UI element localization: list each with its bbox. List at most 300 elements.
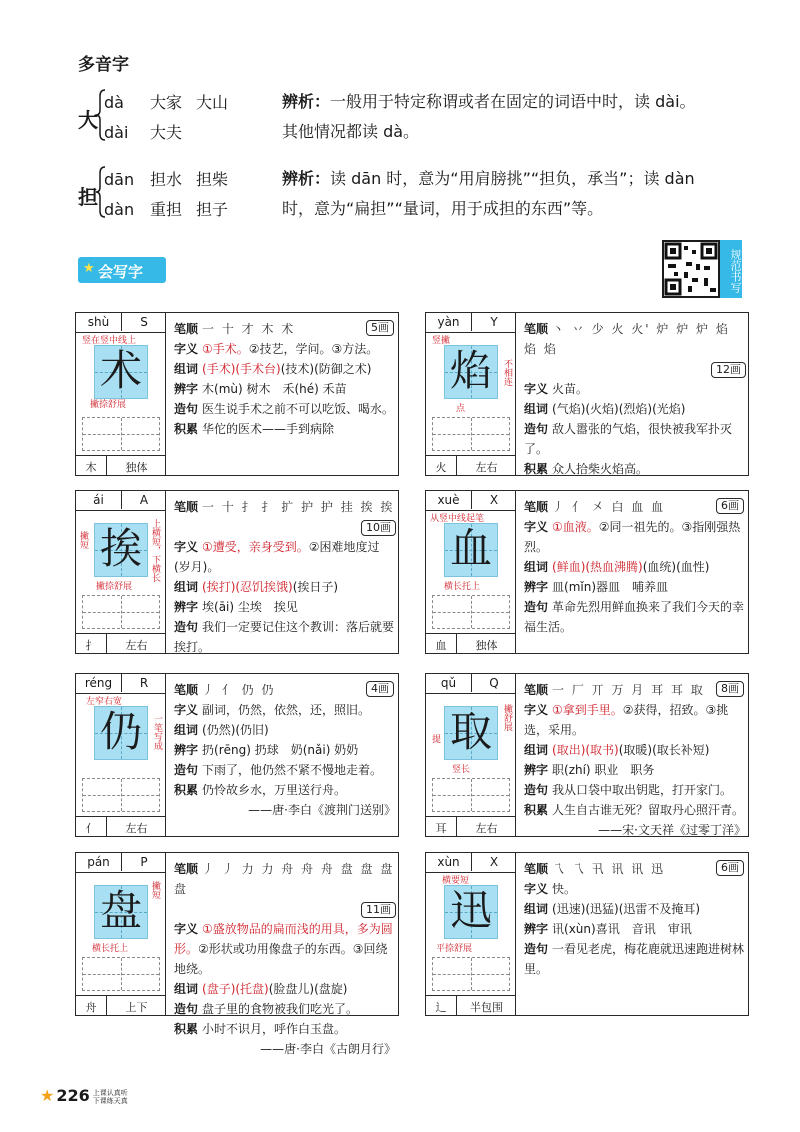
reading-row	[104, 197, 228, 220]
card-body	[524, 319, 746, 479]
accumulate-text: 仍怜故乡水，万里送行舟。	[202, 783, 347, 797]
card-radical: 亻	[85, 822, 97, 835]
label-meaning: 字义	[174, 703, 199, 717]
label-order: 笔顺	[174, 683, 199, 697]
page-number	[40, 1086, 128, 1105]
label-sentence: 造句	[174, 620, 199, 634]
card-foot	[76, 816, 166, 836]
card-letter: S	[121, 313, 166, 331]
stroke-order: 一 十 扌 扌 扩 护 护 挂 挨 挨	[202, 500, 395, 514]
pinyin-row	[426, 853, 516, 873]
sentence-text: 盘子里的食物被我们吃光了。	[202, 1002, 359, 1016]
distinguish-row	[174, 740, 396, 760]
label-words: 组词	[524, 902, 549, 916]
writing-tip: 提	[430, 734, 440, 743]
stroke-order-row	[174, 680, 396, 700]
label-words: 组词	[174, 982, 199, 996]
pinyin-row	[76, 853, 166, 873]
stroke-order-row	[524, 319, 746, 359]
source-row	[524, 820, 746, 840]
distinguish-row	[174, 379, 396, 399]
word-group: (盘子)(托盘)	[202, 982, 269, 996]
stroke-count-row	[174, 899, 396, 919]
label-meaning: 字义	[524, 520, 549, 534]
label-order: 笔顺	[524, 322, 549, 336]
distinguish-row	[524, 760, 746, 780]
label-words: 组词	[174, 723, 199, 737]
meaning-item: 火苗。	[552, 382, 589, 396]
pinyin-row	[76, 674, 166, 694]
practice-grid	[82, 778, 160, 812]
reading-row	[104, 90, 228, 113]
analysis-line: 时，意为“扁担”“量词，用于成担的东西”等。	[282, 199, 604, 218]
sentence-row	[524, 780, 746, 800]
card-foot	[426, 633, 516, 653]
label-order: 笔顺	[524, 500, 549, 514]
stroke-count: 6画	[716, 498, 744, 514]
stroke-count-row	[174, 517, 396, 537]
sentence-row	[174, 617, 396, 657]
accumulate-text: 小时不识月，呼作白玉盘。	[202, 1022, 347, 1036]
label-sentence: 造句	[174, 763, 199, 777]
character-card	[75, 852, 399, 1056]
card-side	[76, 853, 166, 1015]
reading-row	[104, 120, 182, 143]
analysis	[282, 164, 748, 224]
label-words: 组词	[524, 560, 549, 574]
card-foot	[426, 455, 516, 475]
stroke-order: 乁 乁 卂 讯 讯 迅	[552, 862, 666, 876]
card-char: 取	[449, 707, 492, 756]
word: 重担	[150, 200, 183, 219]
analysis-label: 辨析：	[282, 92, 331, 111]
practice-grid	[432, 957, 510, 991]
accumulate-text: 人生自古谁无死？留取丹心照汗青。	[552, 803, 745, 817]
source-text: ——唐·李白《古朗月行》	[260, 1042, 396, 1056]
card-char: 焰	[449, 346, 492, 395]
label-order: 笔顺	[524, 862, 549, 876]
meaning-item: ②形状或功用像盘子的东西。③回绕地绕。	[174, 942, 388, 976]
source-text: ——宋·文天祥《过零丁洋》	[598, 823, 746, 837]
stroke-order-row	[524, 680, 746, 700]
character-card	[425, 490, 749, 654]
word: 担子	[196, 200, 229, 219]
card-letter: R	[121, 674, 166, 692]
meaning-item: ①遭受，亲身受到。	[202, 540, 309, 554]
word-group: (技术)(防御之术)	[280, 362, 372, 376]
meaning-item: ①盛放物品的扁而浅的用具，多为圆形。	[174, 922, 393, 956]
pinyin: dài	[104, 123, 129, 142]
label-meaning: 字义	[524, 703, 549, 717]
sentence-text: 敌人嚣张的气焰，很快被我军扑灭了。	[524, 422, 733, 456]
writing-tip: 竖在竖中线上	[82, 336, 137, 346]
practice-grid	[82, 417, 160, 451]
label-words: 组词	[174, 362, 199, 376]
pinyin-row	[76, 491, 166, 511]
meaning-item: 快。	[552, 882, 577, 896]
distinguish-text: 讯(xùn)喜讯 音讯 审讯	[552, 922, 692, 936]
card-char: 盘	[99, 886, 142, 935]
distinguish-text: 职(zhí) 职业 职务	[552, 763, 655, 777]
card-char: 挨	[99, 524, 142, 573]
label-sentence: 造句	[174, 402, 199, 416]
card-body	[174, 680, 396, 820]
meaning-row	[174, 339, 396, 359]
meaning-item: ①拿到手里。	[552, 703, 623, 717]
card-structure: 上下	[106, 996, 166, 1015]
writing-tip: 竖长	[452, 765, 471, 775]
sentence-text: 一看见老虎，梅花鹿就迅速跑进树林里。	[524, 942, 745, 976]
pinyin: dàn	[104, 200, 135, 219]
meaning-item: ②获得，招致。③挑选，采用。	[524, 703, 729, 737]
meaning-item: 副词，仍然，依然，还，照旧。	[202, 703, 371, 717]
sentence-row	[524, 597, 746, 637]
card-foot	[76, 633, 166, 653]
qr-code-icon	[664, 242, 718, 296]
word-group: (取暖)(取长补短)	[618, 743, 710, 757]
stroke-count: 5画	[366, 320, 394, 336]
writing-tip: 撇捺舒展	[96, 582, 133, 592]
card-pinyin: ái	[93, 493, 104, 507]
card-char: 仍	[99, 707, 142, 756]
label-meaning: 字义	[524, 382, 549, 396]
stroke-order: 丿 丿 力 力 舟 舟 舟 盘 盘 盘 盘	[174, 862, 395, 896]
card-letter: Q	[471, 674, 516, 692]
card-side	[426, 674, 516, 836]
character-card	[425, 312, 749, 476]
word-group: (脸盘儿)(盘旋)	[268, 982, 348, 996]
accumulate-row	[524, 800, 746, 820]
card-radical: 扌	[85, 639, 97, 652]
banner-label: 会写字	[98, 263, 144, 281]
analysis	[282, 87, 748, 147]
accumulate-row	[524, 459, 746, 479]
analysis-line: 一般用于特定称谓或者在固定的词语中时，读 dài。	[330, 92, 696, 111]
meaning-row	[174, 700, 396, 720]
word-group: (鲜血)(热血沸腾)	[552, 560, 643, 574]
card-radical: 舟	[85, 1001, 97, 1014]
source-row	[174, 1039, 396, 1059]
card-char: 迅	[449, 886, 492, 935]
sentence-text: 下雨了，他仍然不紧不慢地走着。	[202, 763, 383, 777]
sentence-text: 我们一定要记住这个教训：落后就要挨打。	[174, 620, 395, 654]
polyphone-entry	[78, 88, 778, 150]
card-body	[174, 319, 396, 439]
character-card	[425, 852, 749, 1016]
stroke-order: 丶 丷 少 火 火' 炉 炉 炉 焰 焰 焰	[524, 322, 730, 356]
card-body	[174, 859, 396, 1059]
words-row	[174, 720, 396, 740]
label-distinguish: 辨字	[174, 743, 199, 757]
practice-grid	[82, 957, 160, 991]
word-group: (气焰)(火焰)(烈焰)(光焰)	[552, 402, 686, 416]
label-distinguish: 辨字	[524, 763, 549, 777]
word-group: (取出)(取书)	[552, 743, 619, 757]
label-distinguish: 辨字	[174, 600, 199, 614]
writing-tip: 不相连	[502, 359, 512, 386]
pinyin-row	[76, 313, 166, 333]
words-row	[174, 577, 396, 597]
meaning-item: ②困难地度过(岁月)。	[174, 540, 380, 574]
label-accumulate: 积累	[174, 1022, 199, 1036]
card-radical: 耳	[435, 822, 447, 835]
card-foot	[76, 995, 166, 1015]
page-footer-note	[93, 1089, 128, 1105]
card-structure: 左右	[106, 634, 166, 653]
practice-grid	[432, 778, 510, 812]
writing-tip: 撇舒展	[502, 704, 512, 731]
analysis-line: 其他情况都读 dà。	[282, 122, 420, 141]
practice-grid	[432, 595, 510, 629]
writing-tip: 横长托上	[92, 944, 129, 954]
practice-grid	[82, 595, 160, 629]
card-pinyin: xuè	[437, 493, 460, 507]
card-structure: 半包围	[456, 996, 516, 1015]
stroke-count: 8画	[716, 681, 744, 697]
sentence-row	[524, 419, 746, 459]
card-letter: P	[121, 853, 166, 871]
label-order: 笔顺	[524, 683, 549, 697]
card-char: 血	[449, 524, 492, 573]
word: 大山	[196, 93, 229, 112]
character-card	[75, 312, 399, 476]
source-text: ——唐·李白《渡荆门送别》	[248, 803, 396, 817]
footer-line: 上课认真听	[92, 1088, 128, 1097]
stroke-order-row	[524, 859, 746, 879]
card-foot	[426, 816, 516, 836]
stroke-count: 6画	[716, 860, 744, 876]
label-distinguish: 辨字	[524, 922, 549, 936]
card-pinyin: shù	[87, 315, 110, 329]
polyphone-char: 大	[78, 108, 98, 132]
writing-tip: 从竖中线起笔	[430, 514, 485, 524]
card-body	[524, 680, 746, 840]
meaning-row	[524, 879, 746, 899]
words-row	[174, 979, 396, 999]
label-meaning: 字义	[174, 922, 199, 936]
stroke-count-row	[524, 359, 746, 379]
label-accumulate: 积累	[524, 462, 549, 476]
label-sentence: 造句	[524, 942, 549, 956]
word: 担水	[150, 170, 183, 189]
pinyin-row	[426, 674, 516, 694]
writing-tip: 点	[456, 404, 466, 414]
card-pinyin: yàn	[437, 315, 460, 329]
reading-row	[104, 167, 228, 190]
card-radical: 火	[435, 461, 447, 474]
meaning-item: ①手术。	[202, 342, 249, 356]
source-row	[174, 800, 396, 820]
distinguish-text: 扔(rēng) 扔球 奶(nǎi) 奶奶	[202, 743, 359, 757]
sentence-row	[524, 939, 746, 979]
label-order: 笔顺	[174, 862, 199, 876]
writing-tip: 平捺舒展	[436, 944, 473, 954]
label-words: 组词	[524, 402, 549, 416]
meaning-item: ②技艺，学问。③方法。	[248, 342, 379, 356]
accumulate-row	[174, 780, 396, 800]
stroke-order: 丿 亻 㐅 白 血 血	[552, 500, 666, 514]
card-side	[426, 853, 516, 1015]
card-letter: A	[121, 491, 166, 509]
sentence-row	[174, 399, 396, 419]
word: 大夫	[150, 123, 183, 142]
sentence-text: 医生说手术之前不可以吃饭、喝水。	[202, 402, 395, 416]
card-structure: 独体	[456, 634, 516, 653]
card-side	[76, 313, 166, 475]
accumulate-row	[174, 419, 396, 439]
stroke-count: 12画	[711, 362, 746, 378]
label-accumulate: 积累	[174, 783, 199, 797]
label-meaning: 字义	[174, 540, 199, 554]
card-pinyin: réng	[84, 676, 113, 690]
label-order: 笔顺	[174, 500, 199, 514]
footer-line: 下课练天真	[92, 1096, 128, 1105]
pinyin-row	[426, 491, 516, 511]
character-card	[75, 490, 399, 654]
card-letter: X	[471, 491, 516, 509]
writing-tip: 撇短	[78, 531, 88, 549]
writing-tip: 横长托上	[444, 582, 481, 592]
card-side	[76, 674, 166, 836]
stroke-count: 4画	[366, 681, 394, 697]
label-meaning: 字义	[174, 342, 199, 356]
card-structure: 左右	[456, 817, 516, 836]
card-structure: 左右	[106, 817, 166, 836]
label-sentence: 造句	[524, 600, 549, 614]
card-structure: 左右	[456, 456, 516, 475]
card-pinyin: xùn	[437, 855, 460, 869]
card-radical: 血	[435, 639, 447, 652]
word-group: (血统)(血性)	[642, 560, 710, 574]
word: 担柴	[196, 170, 229, 189]
label-sentence: 造句	[174, 1002, 199, 1016]
word-group: (挨打)(忍饥挨饿)	[202, 580, 293, 594]
accumulate-row	[174, 1019, 396, 1039]
star-icon: ★	[83, 261, 95, 276]
card-side	[76, 491, 166, 653]
meaning-item: ②同一祖先的。③指刚强热烈。	[524, 520, 741, 554]
star-icon: ★	[40, 1086, 55, 1105]
qr-tab: 规范书写	[720, 240, 742, 298]
label-words: 组词	[174, 580, 199, 594]
card-body	[174, 497, 396, 657]
write-section-banner	[78, 257, 166, 283]
word-group: (挨日子)	[292, 580, 339, 594]
distinguish-text: 埃(āi) 尘埃 挨见	[202, 600, 298, 614]
label-meaning: 字义	[524, 882, 549, 896]
accumulate-text: 华佗的医术——手到病除	[202, 422, 335, 436]
word-group: (手术)(手术台)	[202, 362, 281, 376]
stroke-order: 一 十 才 木 术	[202, 322, 296, 336]
stroke-count: 11画	[361, 902, 396, 918]
writing-tip: 横要短	[442, 876, 470, 886]
words-row	[524, 557, 746, 577]
section-title: 多音字	[78, 55, 129, 75]
meaning-row	[524, 379, 746, 399]
page-number-text: 226	[56, 1086, 90, 1105]
distinguish-row	[524, 919, 746, 939]
card-body	[524, 497, 746, 637]
card-structure: 独体	[106, 456, 166, 475]
sentence-text: 我从口袋中取出钥匙，打开家门。	[552, 783, 733, 797]
label-distinguish: 辨字	[174, 382, 199, 396]
stroke-order-row	[174, 497, 396, 517]
meaning-row	[174, 919, 396, 979]
words-row	[174, 359, 396, 379]
pinyin: dān	[104, 170, 135, 189]
label-accumulate: 积累	[174, 422, 199, 436]
distinguish-text: 木(mù) 树木 禾(hé) 禾苗	[202, 382, 347, 396]
meaning-row	[524, 700, 746, 740]
character-card	[75, 673, 399, 837]
qr-code[interactable]	[662, 240, 720, 298]
card-side	[426, 313, 516, 475]
stroke-count: 10画	[361, 520, 396, 536]
meaning-item: ①血液。	[552, 520, 599, 534]
label-sentence: 造句	[524, 783, 549, 797]
card-foot	[76, 455, 166, 475]
analysis-line: 读 dān 时，意为“用肩膀挑”“担负，承当”；读 dàn	[330, 169, 695, 188]
word-group: (迅速)(迅猛)(迅雷不及掩耳)	[552, 902, 701, 916]
meaning-row	[174, 537, 396, 577]
polyphone-entry	[78, 165, 778, 227]
writing-tip: 左窄右宽	[86, 697, 123, 707]
words-row	[524, 899, 746, 919]
distinguish-row	[524, 577, 746, 597]
word: 大家	[150, 93, 183, 112]
card-letter: Y	[471, 313, 516, 331]
stroke-order: 丿 亻 仍 仍	[202, 683, 276, 697]
card-radical: 辶	[435, 1001, 447, 1014]
meaning-row	[524, 517, 746, 557]
card-pinyin: qǔ	[440, 676, 457, 690]
distinguish-text: 皿(mǐn)器皿 哺养皿	[552, 580, 669, 594]
card-side	[426, 491, 516, 653]
word-group: (仍然)(仍旧)	[202, 723, 269, 737]
writing-tip: 撇短	[150, 881, 160, 899]
card-char: 术	[99, 346, 142, 395]
distinguish-row	[174, 597, 396, 617]
label-accumulate: 积累	[524, 803, 549, 817]
stroke-order-row	[174, 859, 396, 899]
pinyin: dà	[104, 93, 124, 112]
writing-tip: 上横短，下横长	[150, 519, 160, 582]
card-pinyin: pán	[87, 855, 110, 869]
accumulate-text: 众人拾柴火焰高。	[552, 462, 649, 476]
stroke-order-row	[174, 319, 396, 339]
words-row	[524, 399, 746, 419]
sentence-row	[174, 999, 396, 1019]
analysis-label: 辨析：	[282, 169, 331, 188]
polyphone-char: 担	[78, 185, 98, 209]
practice-grid	[432, 417, 510, 451]
character-card	[425, 673, 749, 837]
stroke-order-row	[524, 497, 746, 517]
writing-tip: 撇捺舒展	[90, 400, 127, 410]
card-body	[524, 859, 746, 979]
sentence-row	[174, 760, 396, 780]
card-letter: X	[471, 853, 516, 871]
label-order: 笔顺	[174, 322, 199, 336]
label-sentence: 造句	[524, 422, 549, 436]
card-foot	[426, 995, 516, 1015]
sentence-text: 革命先烈用鲜血换来了我们今天的幸福生活。	[524, 600, 745, 634]
writing-tip: 竖撇	[432, 336, 451, 346]
label-words: 组词	[524, 743, 549, 757]
writing-tip: 一笔写成	[152, 714, 162, 750]
stroke-order: 一 厂 丌 万 月 耳 耳 取	[552, 683, 705, 697]
pinyin-row	[426, 313, 516, 333]
